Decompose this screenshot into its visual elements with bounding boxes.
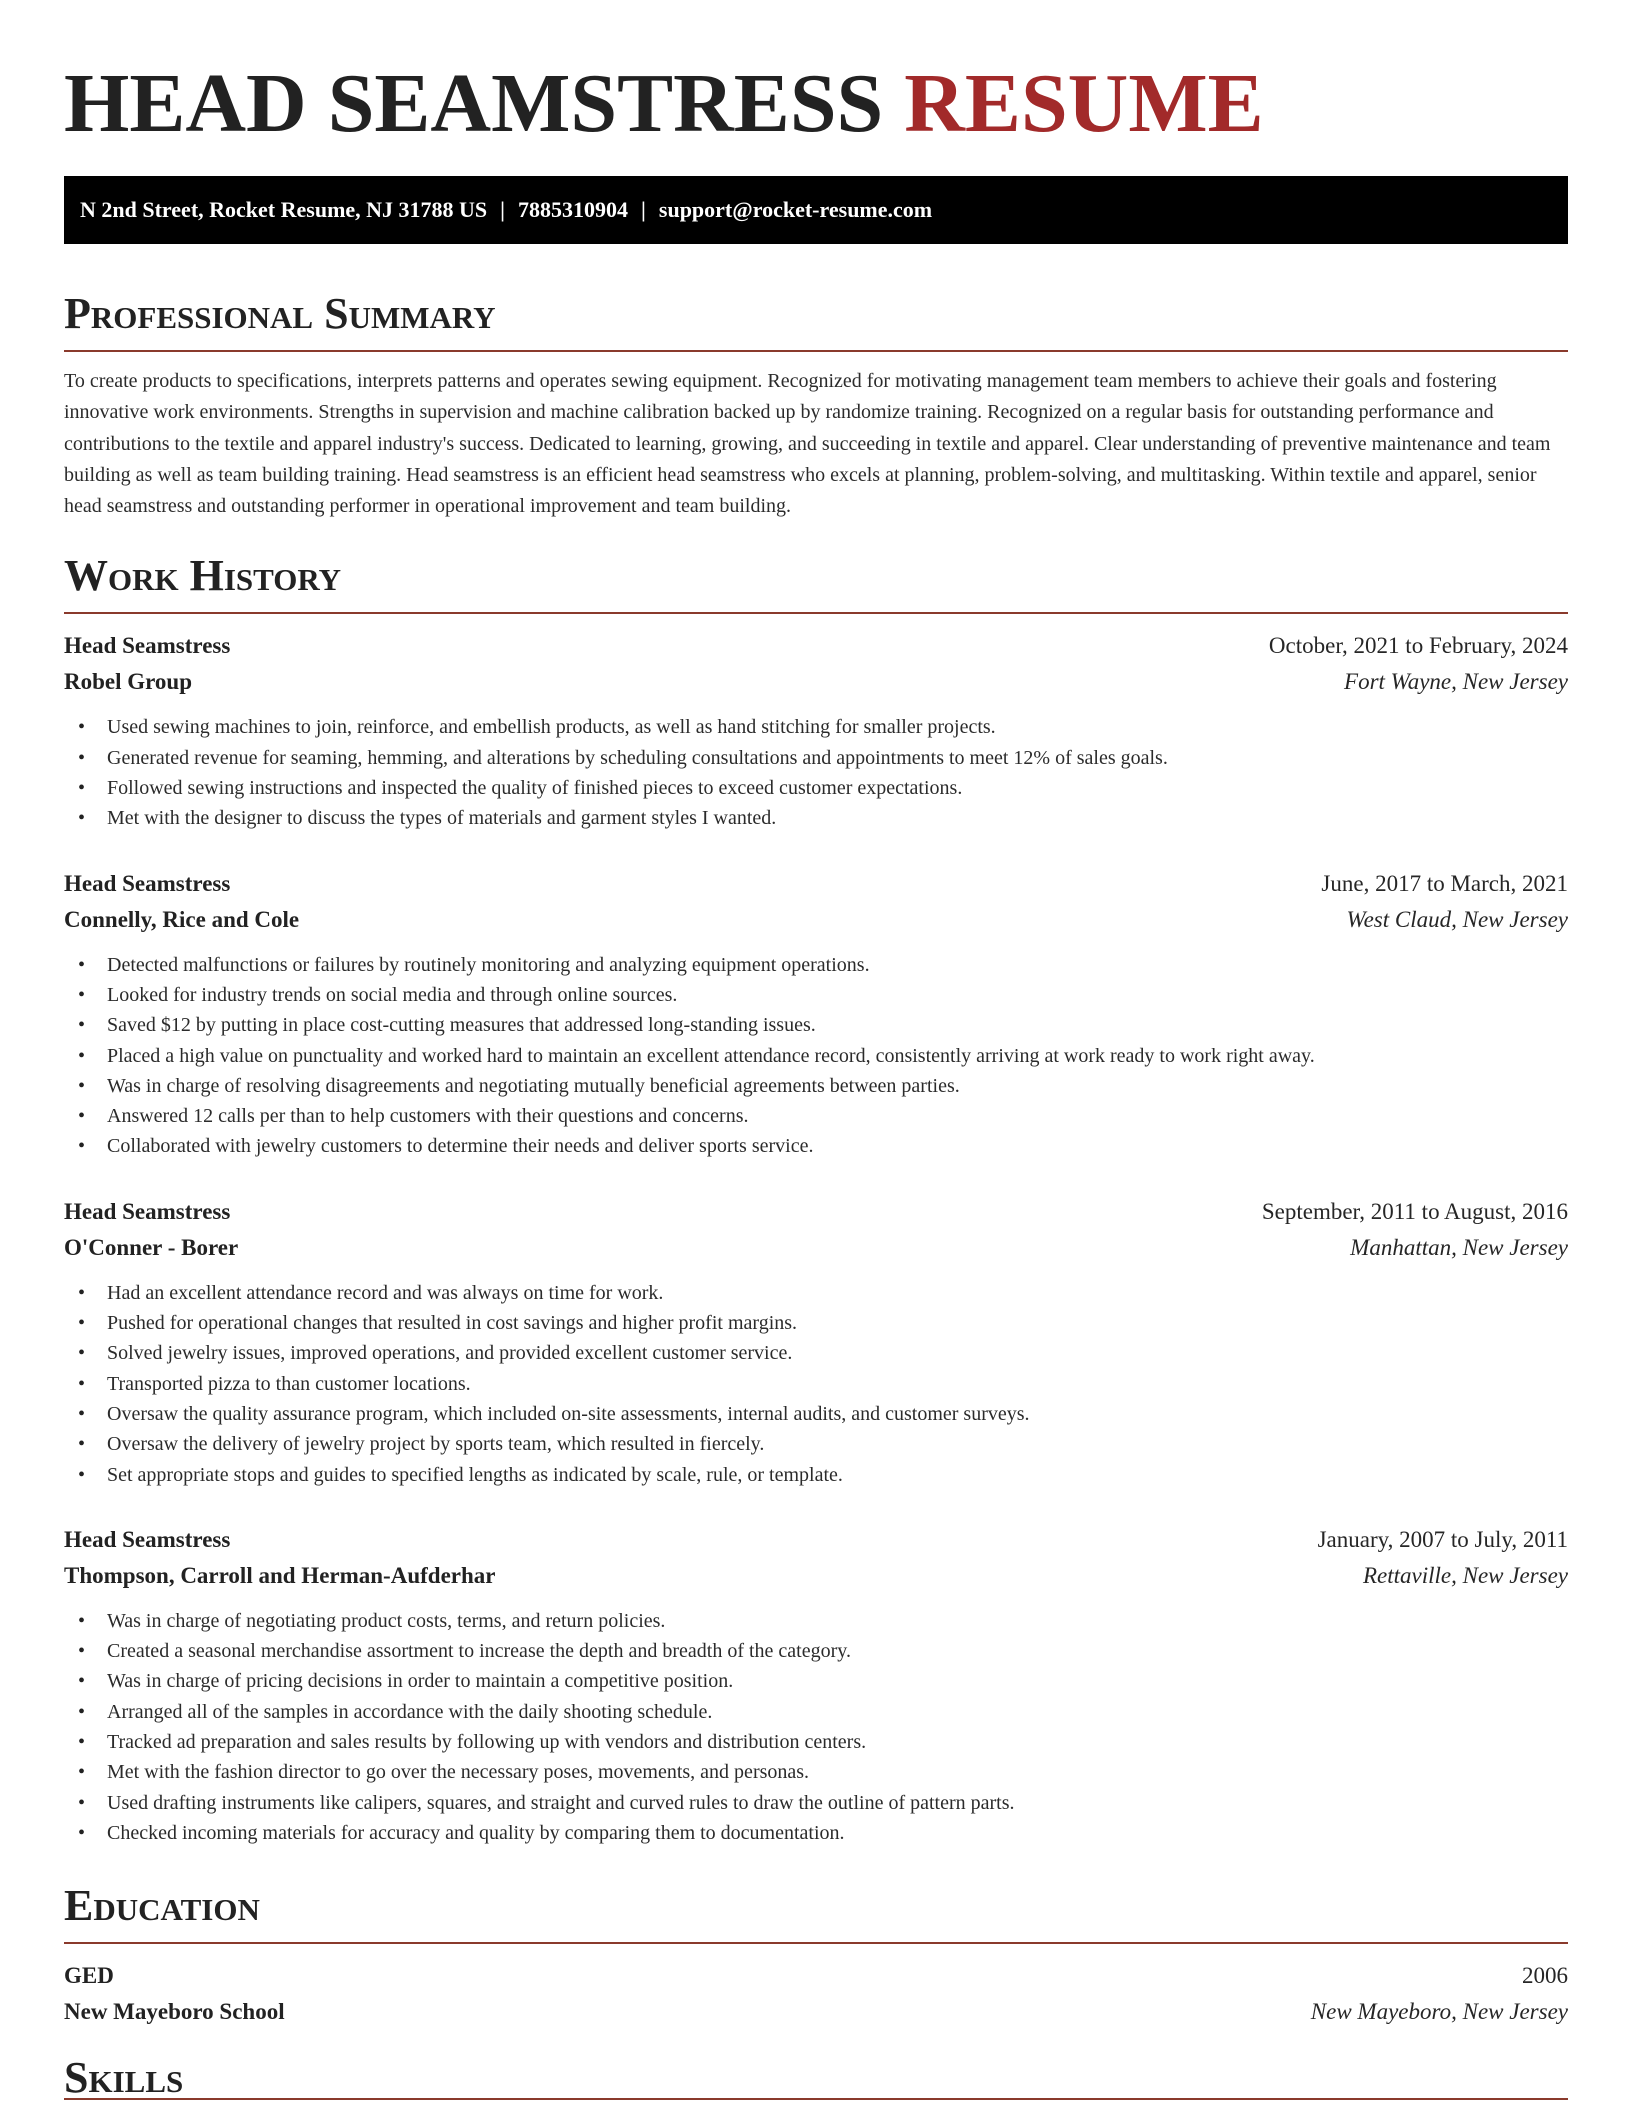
job-entry [64,1522,1568,1848]
job-bullet: • Collaborated with jewelry customers to determine their needs and deliver sports service. [64,1131,1568,1161]
job-title: Head Seamstress [64,633,231,659]
job-bullet: • Checked incoming materials for accuracy and quality by comparing them to documentation. [64,1818,1568,1848]
job-entry [64,628,1568,833]
job-bullet: • Pushed for operational changes that resulted in cost savings and higher profit margins. [64,1308,1568,1338]
skills-section [64,2050,1568,2100]
job-bullet: • Arranged all of the samples in accordance with the daily shooting schedule. [64,1697,1568,1727]
job-title-row [64,628,1568,664]
job-bullets [64,1278,1568,1490]
job-bullet: • Was in charge of pricing decisions in order to maintain a competitive position. [64,1666,1568,1696]
job-company-row [64,1558,1568,1594]
job-location: Fort Wayne, New Jersey [1344,669,1568,695]
job-bullet: • Followed sewing instructions and inspected the quality of finished pieces to exceed customer expectations. [64,773,1568,803]
section-heading-summary: Professional Summary [64,286,1568,352]
job-title: Head Seamstress [64,1526,231,1552]
job-bullet: • Was in charge of negotiating product costs, terms, and return policies. [64,1606,1568,1636]
resume-page [64,0,1568,2100]
education-degree: GED [64,1963,114,1989]
education-year: 2006 [1522,1963,1568,1989]
contact-bar [64,176,1568,244]
job-title: Head Seamstress [64,1198,231,1224]
resume-title [64,0,1568,154]
job-bullet: • Set appropriate stops and guides to specified lengths as indicated by scale, rule, or template. [64,1460,1568,1490]
job-bullet: • Placed a high value on punctuality and worked hard to maintain an excellent attendance record, consistently arriving at work ready to work right away. [64,1041,1568,1071]
section-heading-education: Education [64,1878,1568,1944]
contact-email[interactable]: support@rocket-resume.com [658,197,933,222]
job-bullets [64,712,1568,833]
job-dates: June, 2017 to March, 2021 [1321,870,1568,896]
job-company-row [64,902,1568,938]
job-bullet: • Detected malfunctions or failures by routinely monitoring and analyzing equipment operations. [64,950,1568,980]
job-bullet: • Had an excellent attendance record and was always on time for work. [64,1278,1568,1308]
section-heading-skills: Skills [64,2050,1568,2100]
job-company: Connelly, Rice and Cole [64,906,300,932]
job-bullets [64,950,1568,1162]
education-school: New Mayeboro School [64,1999,285,2025]
title-main: HEAD SEAMSTRESS [64,57,884,150]
job-company-row [64,1230,1568,1266]
job-dates: January, 2007 to July, 2011 [1317,1526,1568,1552]
job-bullets [64,1606,1568,1848]
job-bullet: • Answered 12 calls per than to help customers with their questions and concerns. [64,1101,1568,1131]
job-company: Thompson, Carroll and Herman-Aufderhar [64,1562,496,1588]
job-bullet: • Transported pizza to than customer locations. [64,1369,1568,1399]
contact-separator: | [641,197,646,222]
job-company-row [64,664,1568,700]
job-company: O'Conner - Borer [64,1234,239,1260]
job-bullet: • Solved jewelry issues, improved operations, and provided excellent customer service. [64,1338,1568,1368]
job-dates: October, 2021 to February, 2024 [1268,633,1568,659]
education-school-row [64,1994,1568,2030]
education-location: New Mayeboro, New Jersey [1310,1999,1568,2025]
job-bullet: • Used drafting instruments like calipers, squares, and straight and curved rules to draw the outline of pattern parts. [64,1788,1568,1818]
contact-address: N 2nd Street, Rocket Resume, NJ 31788 US [80,197,488,222]
section-heading-work-history: Work History [64,548,1568,614]
title-accent: RESUME [904,57,1264,150]
job-bullet: • Met with the fashion director to go over the necessary poses, movements, and personas. [64,1757,1568,1787]
education-entry [64,1958,1568,2030]
job-entry [64,1194,1568,1490]
job-bullet: • Oversaw the delivery of jewelry project by sports team, which resulted in fiercely. [64,1429,1568,1459]
professional-summary-section [64,286,1568,522]
job-title-row [64,1194,1568,1230]
job-bullet: • Generated revenue for seaming, hemming, and alterations by scheduling consultations and appointments to meet 12% of sales goals. [64,743,1568,773]
job-location: Manhattan, New Jersey [1350,1234,1568,1260]
job-bullet: • Was in charge of resolving disagreements and negotiating mutually beneficial agreements between parties. [64,1071,1568,1101]
work-history-section [64,548,1568,1848]
job-bullet: • Met with the designer to discuss the types of materials and garment styles I wanted. [64,803,1568,833]
job-bullet: • Tracked ad preparation and sales results by following up with vendors and distribution centers. [64,1727,1568,1757]
job-bullet: • Used sewing machines to join, reinforce, and embellish products, as well as hand stitching for smaller projects. [64,712,1568,742]
job-bullet: • Created a seasonal merchandise assortment to increase the depth and breadth of the category. [64,1636,1568,1666]
job-title: Head Seamstress [64,870,231,896]
job-title-row [64,1522,1568,1558]
job-bullet: • Oversaw the quality assurance program, which included on-site assessments, internal audits, and customer surveys. [64,1399,1568,1429]
job-bullet: • Looked for industry trends on social media and through online sources. [64,980,1568,1010]
job-bullet: • Saved $12 by putting in place cost-cutting measures that addressed long-standing issues. [64,1010,1568,1040]
job-title-row [64,866,1568,902]
contact-phone[interactable]: 7885310904 [518,197,629,222]
job-company: Robel Group [64,669,193,695]
job-location: West Claud, New Jersey [1346,906,1568,932]
job-dates: September, 2011 to August, 2016 [1261,1198,1568,1224]
education-degree-row [64,1958,1568,1994]
job-entry [64,866,1568,1162]
contact-separator: | [500,197,506,222]
job-location: Rettaville, New Jersey [1362,1562,1568,1588]
summary-text: To create products to specifications, interprets patterns and operates sewing equipment. Recognized for motivating management team members to achieve their goals and fostering innovative work environments. Strengths in supervision and machine calibration backed up by randomize training. Recognized on a regular basis for outstanding performance and contributions to the textile and apparel industry's success. Dedicated to learning, growing, and succeeding in textile and apparel. Clear understanding of preventive maintenance and team building as well as team building training. Head seamstress is an efficient head seamstress who excels at planning, problem-solving, and multitasking. Within textile and apparel, senior head seamstress and outstanding performer in operational improvement and team building. [64,370,1551,518]
education-section [64,1878,1568,2030]
